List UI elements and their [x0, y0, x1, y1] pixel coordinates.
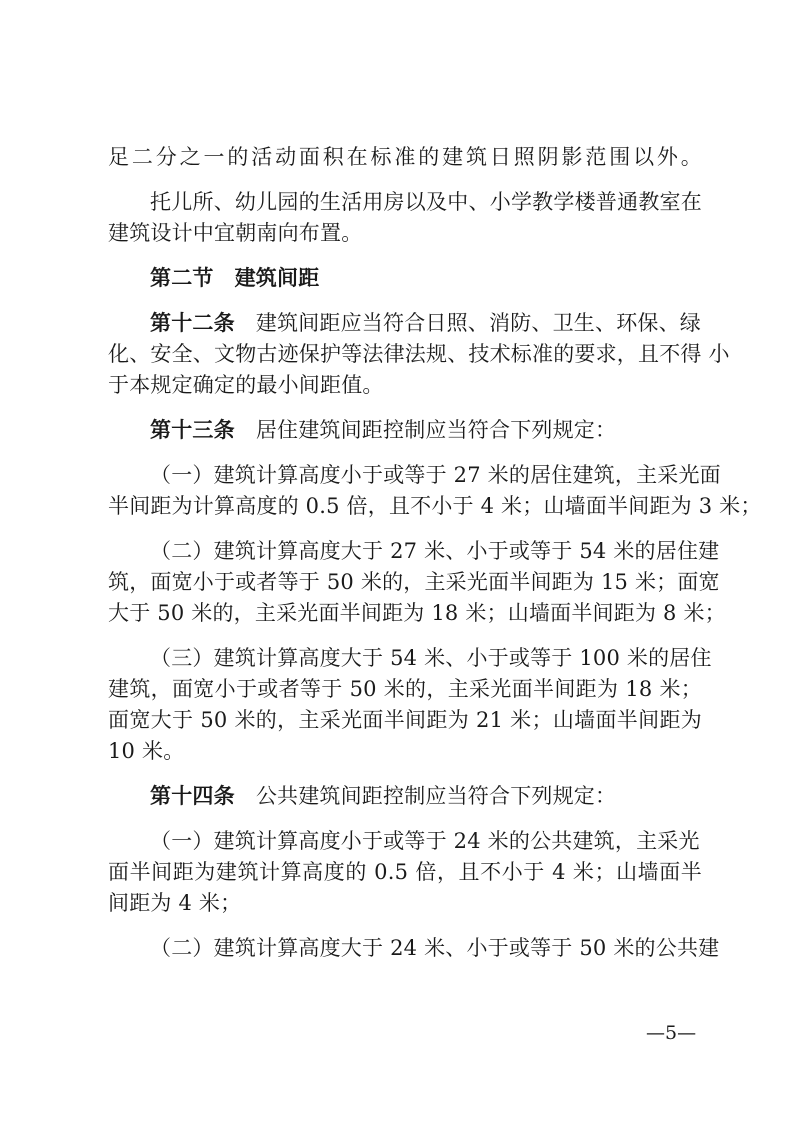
paragraph-line: 10 米。: [108, 739, 185, 763]
page-number: —5—: [646, 1022, 697, 1044]
article-text: 公共建筑间距控制应当符合下列规定：: [255, 784, 617, 808]
article-number: 第十三条: [150, 418, 235, 442]
paragraph-line: （二）建筑计算高度大于 24 米、小于或等于 50 米的公共建: [150, 936, 720, 960]
paragraph-line: 足二分之一的活动面积在标准的建筑日照阴影范围以外。: [108, 145, 702, 169]
paragraph-line: 间距为 4 米；: [108, 891, 242, 915]
article-text: 居住建筑间距控制应当符合下列规定：: [255, 418, 617, 442]
paragraph-line: （一）建筑计算高度小于或等于 24 米的公共建筑，主采光: [150, 829, 700, 853]
paragraph-line: 托儿所、幼儿园的生活用房以及中、小学教学楼普通教室在: [150, 190, 702, 214]
article-line: [108, 308, 702, 339]
paragraph-line: 筑，面宽小于或者等于 50 米的，主采光面半间距为 15 米；面宽: [108, 570, 720, 594]
paragraph-line: 面半间距为建筑计算高度的 0.5 倍，且不小于 4 米；山墙面半: [108, 860, 702, 884]
paragraph-line: 面宽大于 50 米的，主采光面半间距为 21 米；山墙面半间距为: [108, 708, 702, 732]
paragraph-line: （三）建筑计算高度大于 54 米、小于或等于 100 米的居住: [150, 646, 712, 670]
paragraph-line: （二）建筑计算高度大于 27 米、小于或等于 54 米的居住建: [150, 539, 720, 563]
article-number: 第十二条: [150, 311, 235, 335]
paragraph-line: （一）建筑计算高度小于或等于 27 米的居住建筑，主采光面: [150, 463, 721, 487]
article-line: [108, 781, 702, 812]
paragraph-line: 建筑，面宽小于或者等于 50 米的，主采光面半间距为 18 米；: [108, 677, 702, 701]
section-heading: [108, 263, 702, 294]
article-text: 建筑间距应当符合日照、消防、卫生、环保、绿: [255, 311, 702, 335]
document-body: [108, 142, 762, 964]
paragraph-line: 于本规定确定的最小间距值。: [108, 373, 384, 397]
article-number: 第十四条: [150, 784, 235, 808]
paragraph-line: 建筑设计中宜朝南向布置。: [108, 221, 363, 245]
article-line: [108, 415, 702, 446]
paragraph-line: 化、安全、文物古迹保护等法律法规、技术标准的要求，且不得 小: [108, 342, 730, 366]
paragraph-line: 大于 50 米的，主采光面半间距为 18 米；山墙面半间距为 8 米；: [108, 601, 726, 625]
paragraph-line: 半间距为计算高度的 0.5 倍，且不小于 4 米；山墙面半间距为 3 米；: [108, 494, 762, 518]
section-title: 建筑间距: [234, 266, 320, 290]
section-number: 第二节: [150, 266, 214, 290]
